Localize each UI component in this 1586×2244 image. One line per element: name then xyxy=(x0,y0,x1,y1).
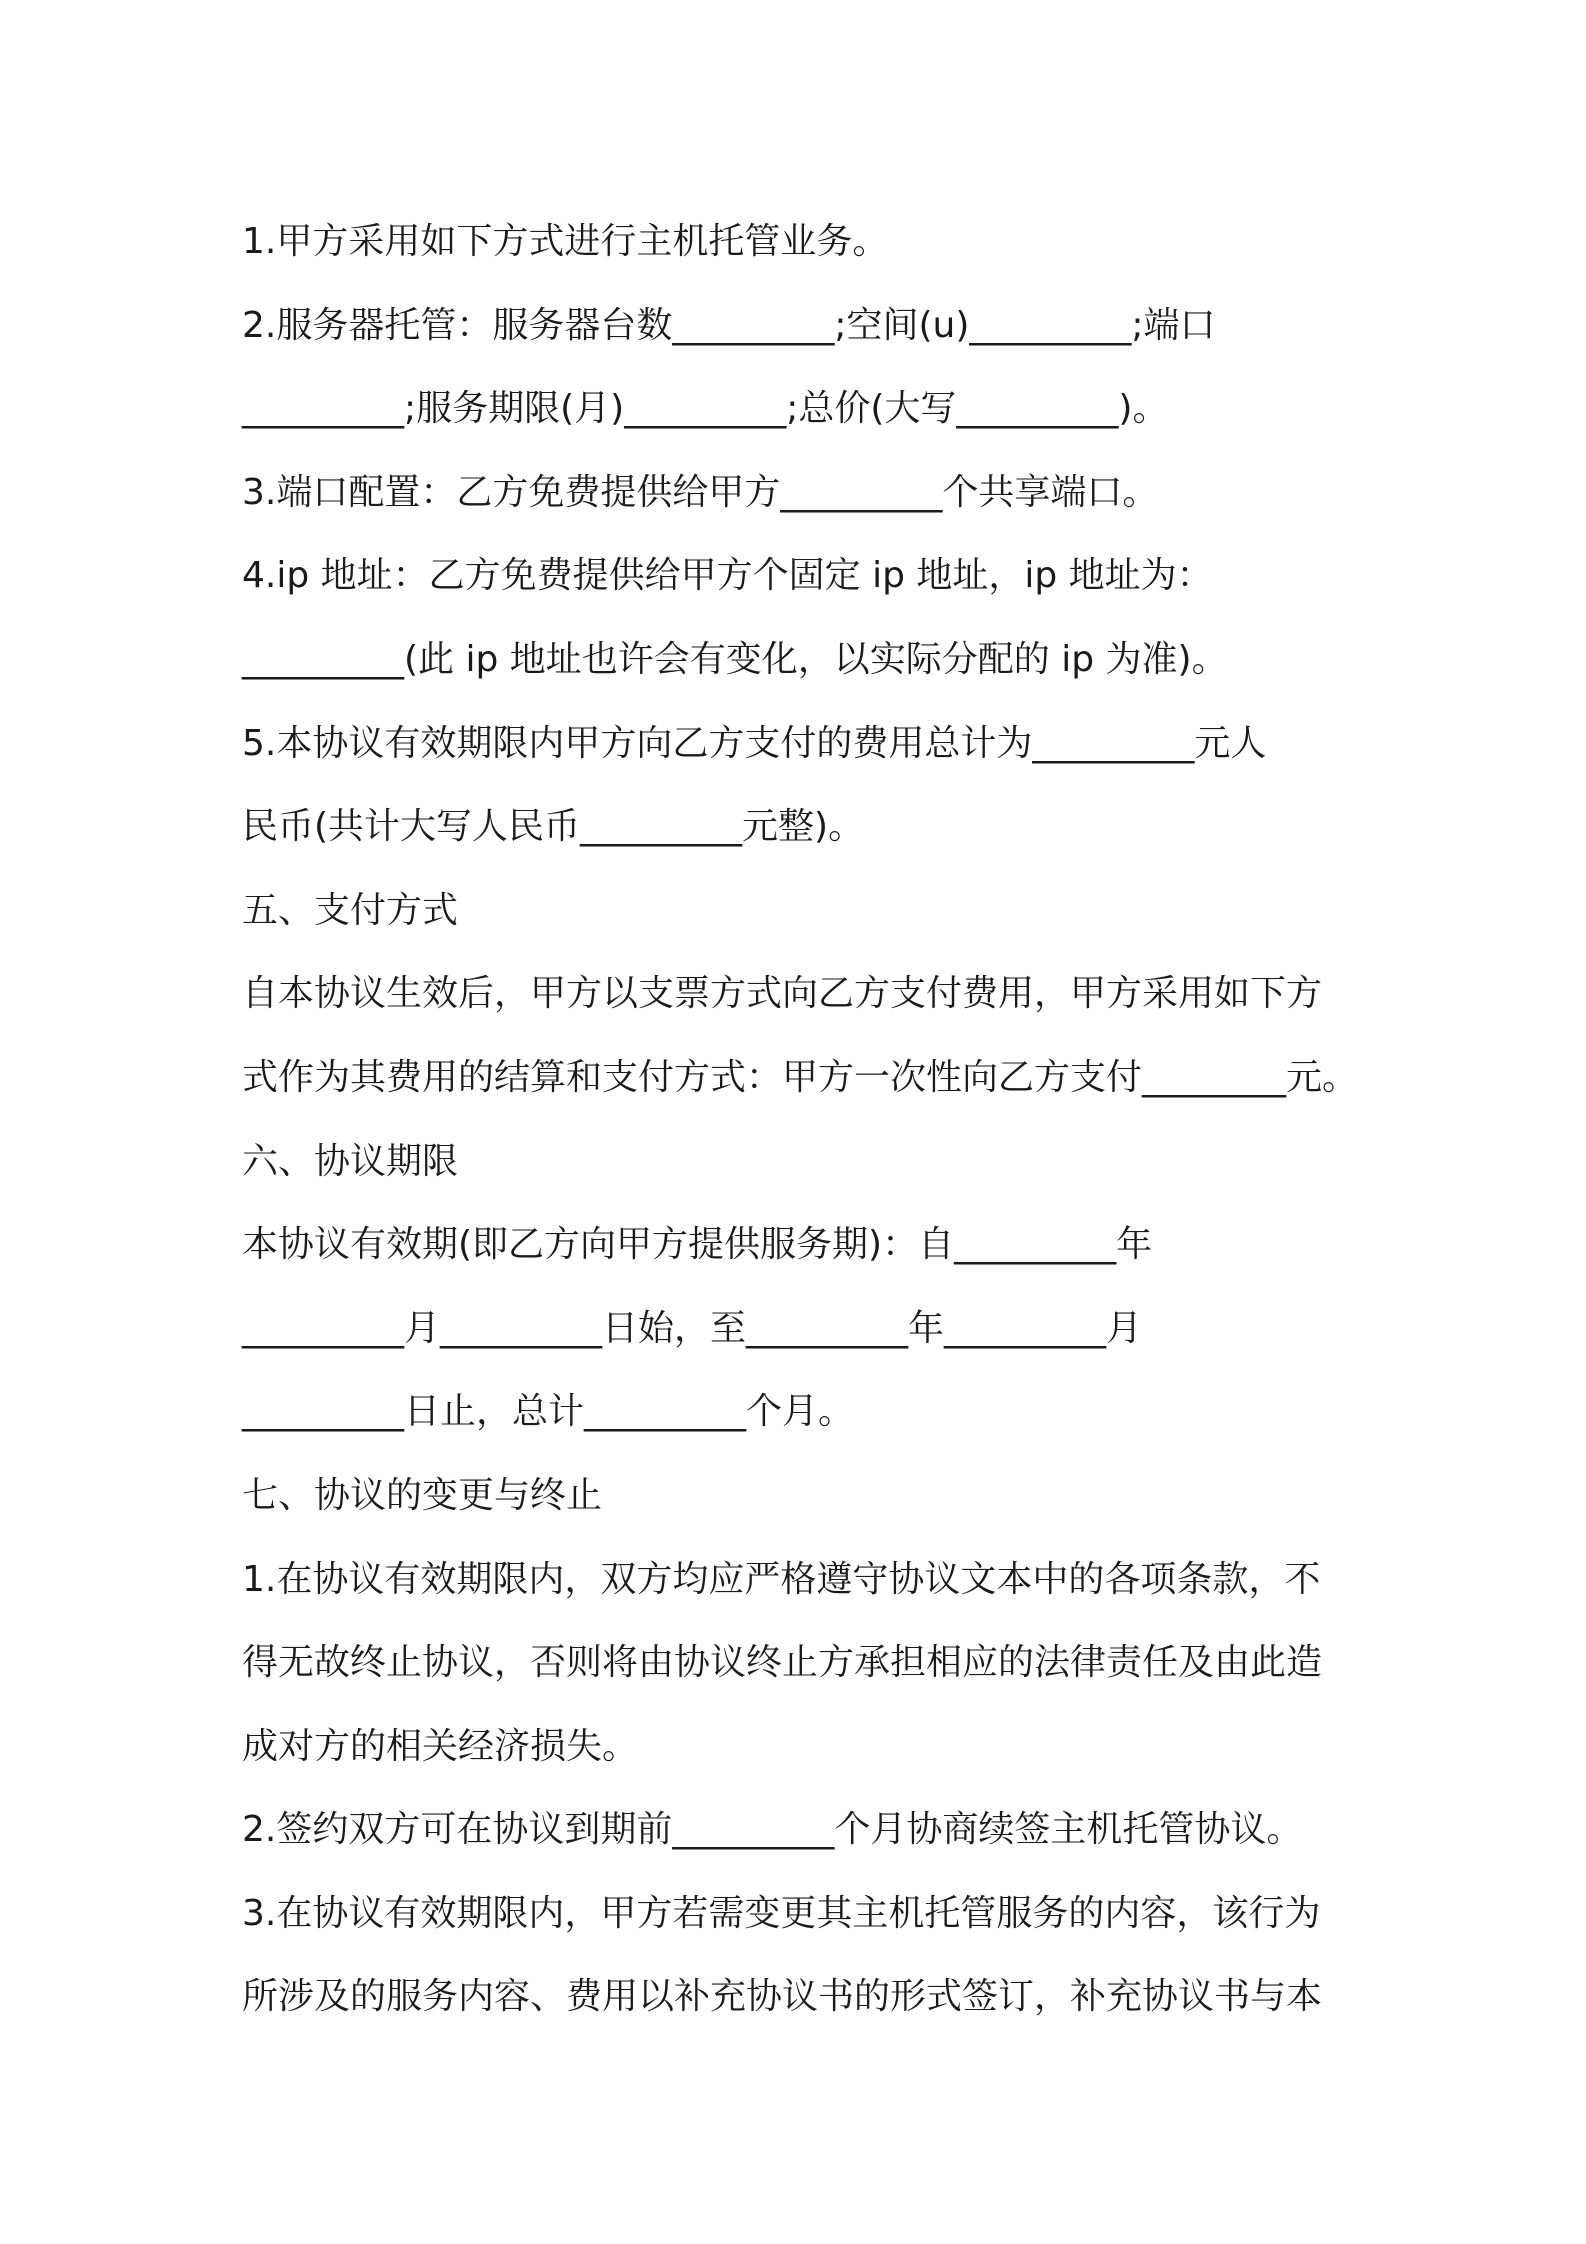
clause-total-fee: 5.本协议有效期限内甲方向乙方支付的费用总计为_________元人 xyxy=(242,722,1267,764)
clause-change-cont: 所涉及的服务内容、费用以补充协议书的形式签订，补充协议书与本 xyxy=(242,1976,1323,2018)
section-heading-payment: 五、支付方式 xyxy=(242,889,459,931)
clause-server-hosting-cont: _________;服务期限(月)_________;总价(大写_________)。 xyxy=(242,388,1169,430)
clause-ip-address-cont: _________(此 ip 地址也许会有变化，以实际分配的 ip 为准)。 xyxy=(242,638,1228,680)
clause-ip-address: 4.ip 地址：乙方免费提供给甲方个固定 ip 地址，ip 地址为： xyxy=(242,555,1213,597)
clause-total-fee-cont: 民币(共计大写人民币_________元整)。 xyxy=(242,806,865,848)
clause-renewal: 2.签约双方可在协议到期前_________个月协商续签主机托管协议。 xyxy=(242,1809,1303,1851)
clause-payment-cont: 式作为其费用的结算和支付方式：甲方一次性向乙方支付________元。 xyxy=(242,1056,1359,1098)
clause-payment: 自本协议生效后，甲方以支票方式向乙方支付费用，甲方采用如下方 xyxy=(242,973,1323,1015)
clause-compliance: 1.在协议有效期限内，双方均应严格遵守协议文本中的各项条款，不 xyxy=(242,1558,1321,1600)
section-heading-term: 六、协议期限 xyxy=(242,1140,459,1182)
clause-compliance-cont: 得无故终止协议，否则将由协议终止方承担相应的法律责任及由此造 xyxy=(242,1642,1323,1684)
clause-term: 本协议有效期(即乙方向甲方提供服务期)：自_________年 xyxy=(242,1224,1153,1266)
clause-server-hosting: 2.服务器托管：服务器台数_________;空间(u)_________;端口 xyxy=(242,304,1216,346)
clause-hosting-method: 1.甲方采用如下方式进行主机托管业务。 xyxy=(242,221,889,262)
document-page xyxy=(242,200,1402,2039)
clause-change: 3.在协议有效期限内，甲方若需变更其主机托管服务的内容，该行为 xyxy=(242,1892,1321,1934)
clause-term-end: _________日止，总计_________个月。 xyxy=(242,1391,855,1433)
section-heading-change-termination: 七、协议的变更与终止 xyxy=(242,1474,603,1516)
clause-compliance-end: 成对方的相关经济损失。 xyxy=(242,1725,639,1767)
clause-term-cont: _________月_________日始，至_________年_________月 xyxy=(242,1307,1143,1349)
clause-port-config: 3.端口配置：乙方免费提供给甲方_________个共享端口。 xyxy=(242,471,1159,513)
